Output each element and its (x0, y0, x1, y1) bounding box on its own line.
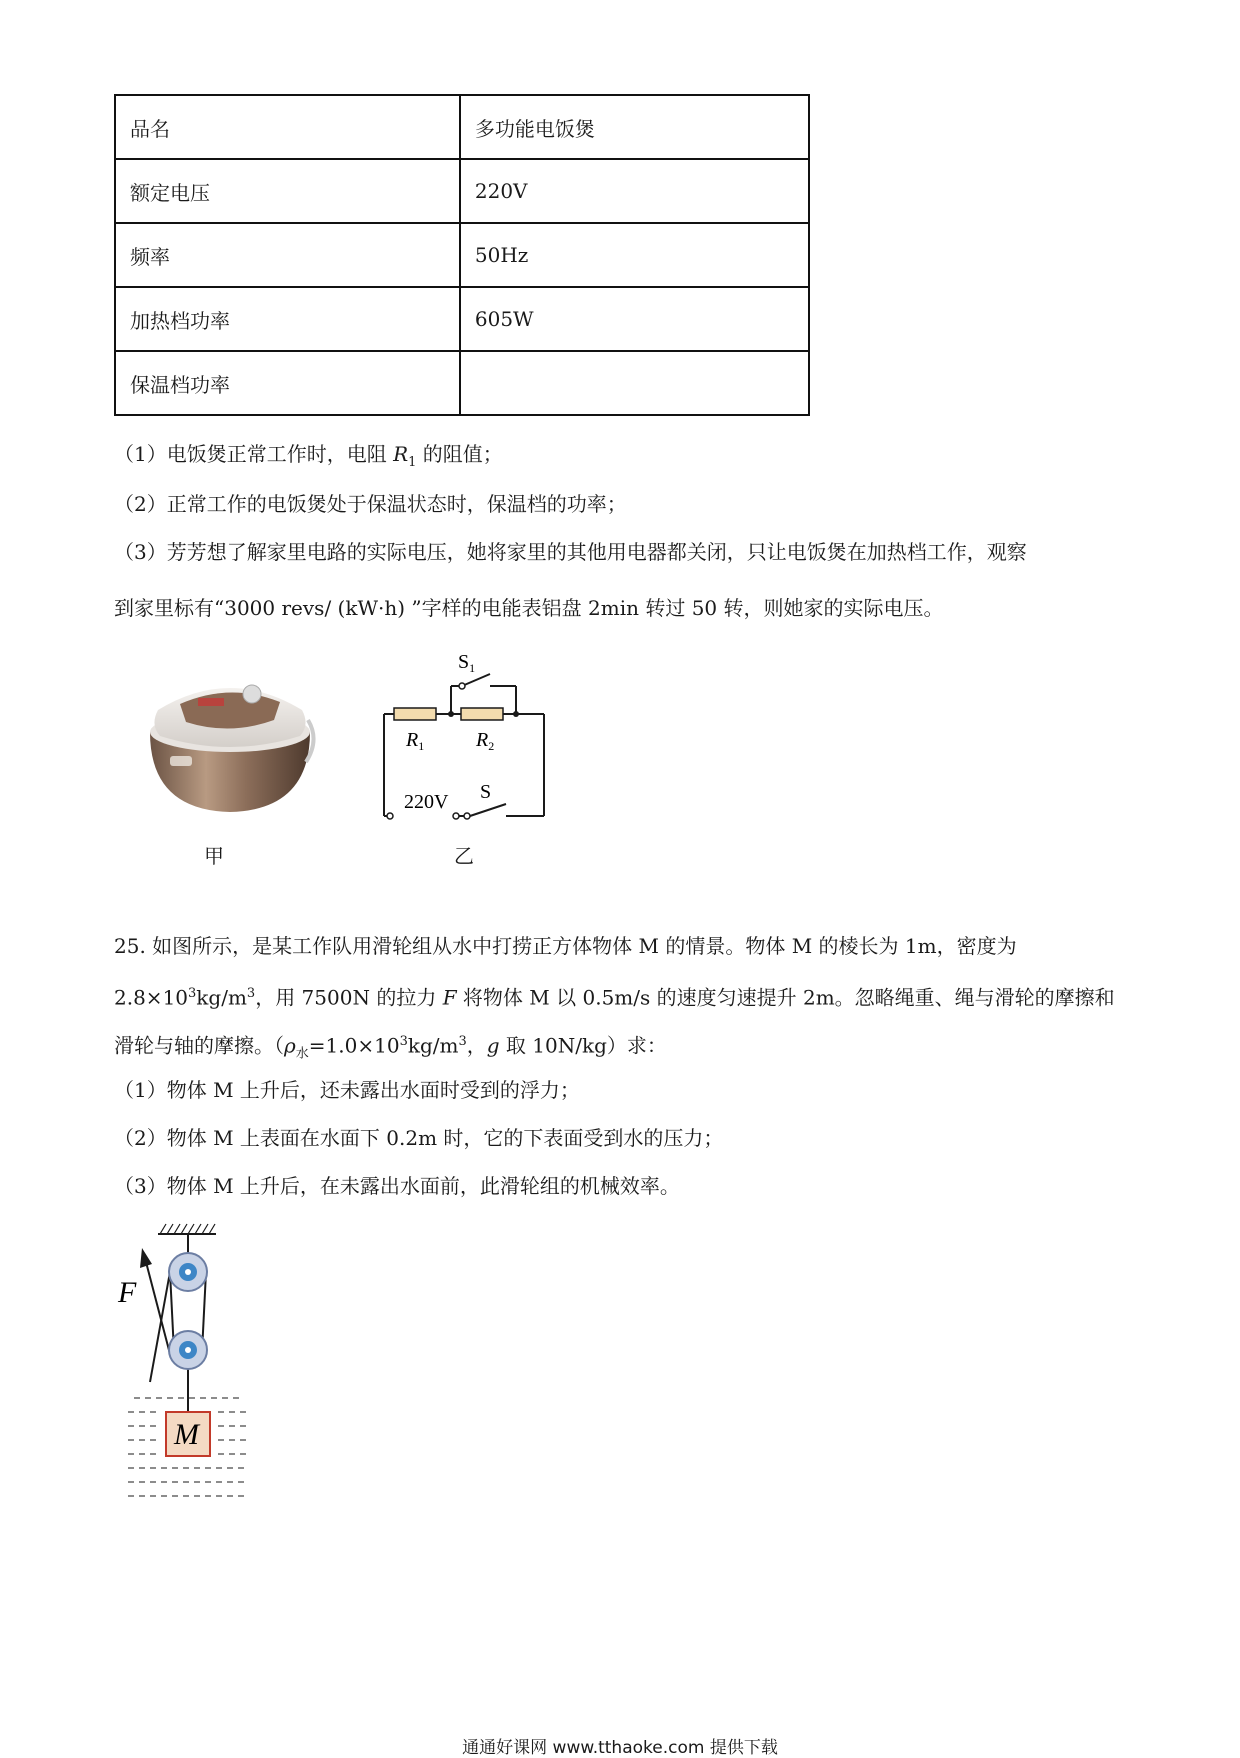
q25-part-1: （1）物体 M 上升后，还未露出水面时受到的浮力； (114, 1078, 580, 1102)
table-cell-label: 加热档功率 (115, 287, 460, 351)
resistor-r2 (461, 708, 503, 720)
table-row (115, 351, 809, 415)
q24-part-1: （1）电饭煲正常工作时，电阻 $R_1$ 的阻值； (114, 442, 503, 470)
table-cell-label: 额定电压 (115, 159, 460, 223)
table-cell-value (460, 351, 809, 415)
q25-part-3: （3）物体 M 上升后，在未露出水面前，此滑轮组的机械效率。 (114, 1174, 680, 1198)
label-switch-s: S (480, 781, 492, 803)
label-mass: M (174, 1418, 199, 1451)
table-row (115, 223, 809, 287)
circuit-diagram (376, 646, 556, 826)
q24-part-2: （2）正常工作的电饭煲处于保温状态时，保温档的功率； (114, 492, 627, 516)
q25-line-1: 25. 如图所示，是某工作队用滑轮组从水中打捞正方体物体 M 的情景。物体 M 的棱长为 1m，密度为 (114, 934, 1017, 958)
table-cell-label: 保温档功率 (115, 351, 460, 415)
table-row (115, 287, 809, 351)
table-cell-value: 50Hz (460, 223, 809, 287)
label-voltage: 220V (404, 791, 449, 813)
figure-label-b: 乙 (454, 844, 474, 868)
table-cell-value: 220V (460, 159, 809, 223)
rice-cooker-image (140, 670, 320, 820)
label-s1: $S_1$ (458, 651, 476, 675)
table-cell-label: 频率 (115, 223, 460, 287)
q25-line-3: 滑轮与轴的摩擦。（$\rho_水=1.0\times 10^3kg/m^3$，g 取 10N/kg）求： (114, 1033, 667, 1062)
resistor-r1 (394, 708, 436, 720)
table-row (115, 159, 809, 223)
page-footer: 通通好课网 www.tthaoke.com 提供下载 (462, 1738, 778, 1758)
table-cell-value: 多功能电饭煲 (460, 95, 809, 159)
figure-label-a: 甲 (204, 844, 224, 868)
label-r1: $R_1$ (406, 729, 425, 753)
q25-part-2: （2）物体 M 上表面在水面下 0.2m 时，它的下表面受到水的压力； (114, 1126, 724, 1150)
pulley-diagram (112, 1222, 262, 1512)
spec-table (114, 94, 810, 416)
q24-part-3-line2: 到家里标有“3000 revs/ (kW·h) ”字样的电能表铝盘 2min 转过 50 转，则她家的实际电压。 (114, 596, 944, 620)
label-force: F (118, 1276, 137, 1309)
q24-part-3-line1: （3）芳芳想了解家里电路的实际电压，她将家里的其他用电器都关闭，只让电饭煲在加热档工作，观察 (114, 540, 1027, 564)
q25-line-2: $2.8\times 10^3kg/m^3$，用 7500N 的拉力 F 将物体 M 以 0.5m/s 的速度匀速提升 2m。忽略绳重、绳与滑轮的摩擦和 (114, 985, 1115, 1010)
label-r2: $R_2$ (476, 729, 495, 753)
table-cell-value: 605W (460, 287, 809, 351)
table-cell-label: 品名 (115, 95, 460, 159)
table-row (115, 95, 809, 159)
